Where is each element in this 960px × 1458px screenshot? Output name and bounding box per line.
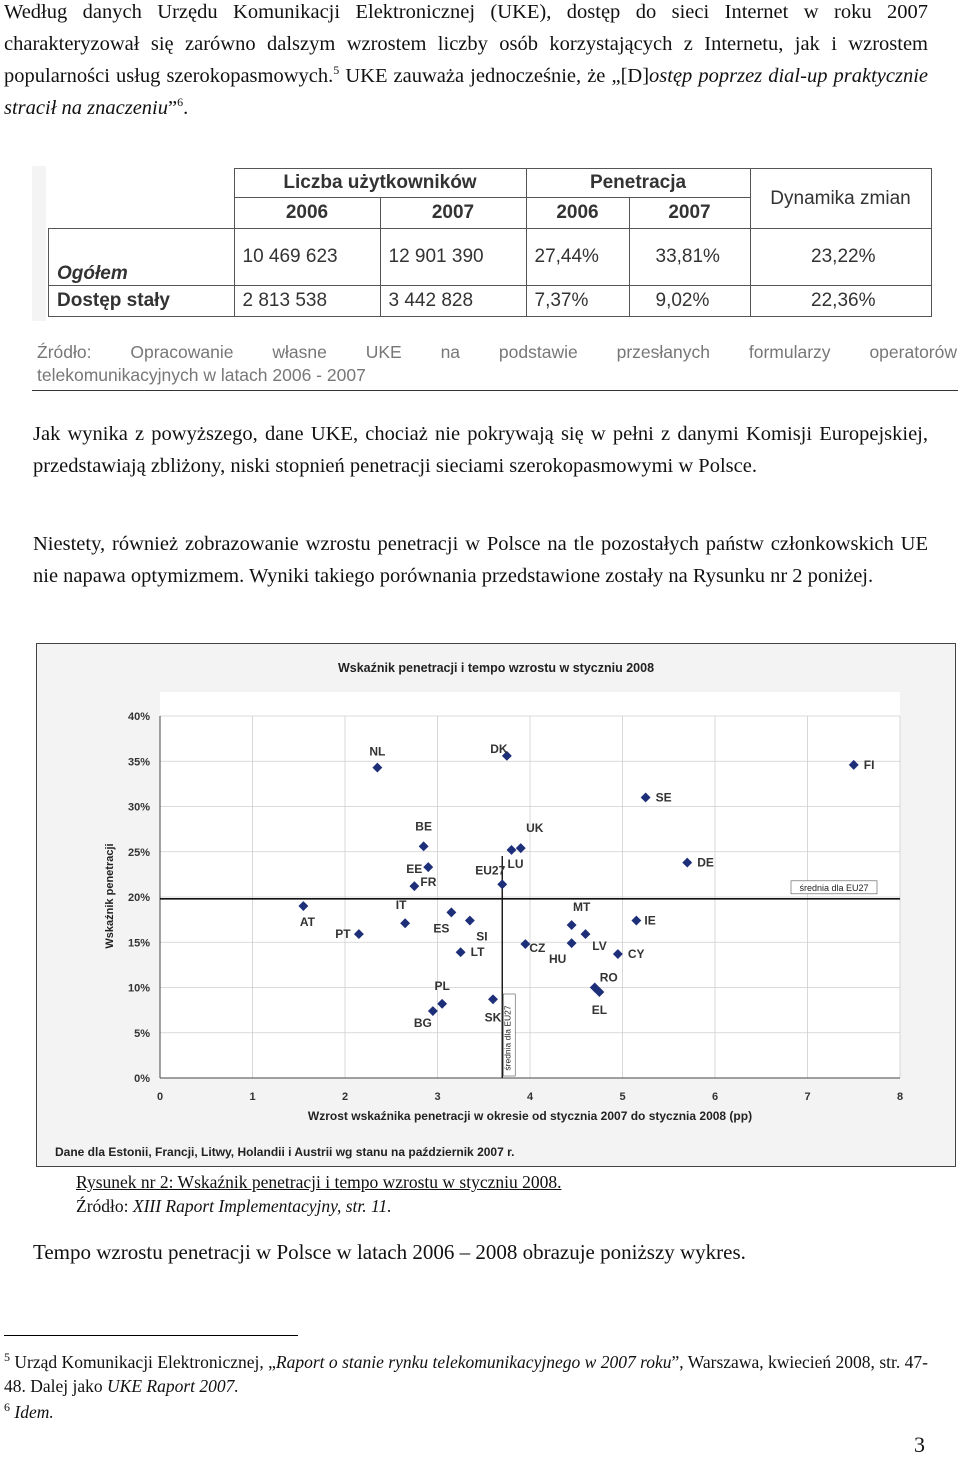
point-label-bg: BG (413, 1016, 432, 1031)
point-label-cy: CY (627, 947, 645, 962)
x-tick-label: 1 (249, 1091, 256, 1103)
point-label-ee: EE (406, 862, 423, 877)
footnote-ref-6[interactable]: 6 (177, 95, 184, 110)
point-label-hu: HU (548, 952, 567, 967)
cell-fixed-dynamics: 22,36% (750, 286, 931, 317)
page-number: 3 (914, 1432, 925, 1457)
point-label-uk: UK (526, 821, 544, 836)
intro-quote: ostęp poprzez dial-up praktycznie stracił na znaczeniu (4, 65, 928, 119)
point-label-ro: RO (599, 970, 618, 985)
x-tick-labels (157, 1091, 903, 1103)
table-source-line2: telekomunikacyjnych w latach 2006 - 2007 (37, 365, 366, 385)
fn5-text-a: Urząd Komunikacji Elektronicznej, „ (10, 1352, 276, 1372)
cell-total-pen-2006: 27,44% (526, 229, 629, 286)
year-pen-2007: 2007 (629, 198, 750, 229)
x-tick-label: 7 (804, 1091, 811, 1103)
intro-text: Według danych Urzędu Komunikacji Elektronicznej (UKE), dostęp do sieci Internet w roku 2007 charakteryzował się zarówno dalszym wzrostem liczby osób korzystających z Internetu, jak i wzrostem popularności usług szerokopasmowych. (4, 1, 928, 87)
x-tick-label: 6 (711, 1091, 719, 1103)
chart-title: Wskaźnik penetracji i tempo wzrostu w styczniu 2008 (337, 661, 655, 675)
cell-fixed-pen-2006: 7,37% (526, 286, 629, 317)
header-dynamics: Dynamika zmian (750, 169, 931, 229)
point-label-sk: SK (484, 1010, 502, 1025)
point-label-de: DE (697, 855, 714, 870)
quote-close: ” (168, 97, 178, 119)
year-users-2007: 2007 (380, 198, 526, 229)
point-label-ie: IE (644, 913, 656, 928)
point-label-at: AT (299, 915, 315, 930)
point-label-el: EL (591, 1003, 608, 1018)
y-axis-label: Wskaźnik penetracji (104, 843, 116, 949)
footnote-ref-5[interactable]: 5 (333, 63, 340, 78)
period: . (183, 97, 189, 119)
point-label-dk: DK (490, 741, 508, 756)
chart-note: Dane dla Estonii, Francji, Litwy, Holandii i Austrii wg stanu na październik 2007 r. (55, 1145, 515, 1159)
paragraph-growth-rate: Tempo wzrostu penetracji w Polsce w latach 2006 – 2008 obrazuje poniższy wykres. (33, 1240, 746, 1264)
cell-fixed-users-2006: 2 813 538 (234, 286, 380, 317)
fn5-report-title: Raport o stanie rynku telekomunikacyjnego w 2007 roku (275, 1352, 672, 1372)
uke-table (48, 168, 932, 317)
y-tick-label: 30% (127, 801, 150, 814)
intro-text-b: UKE zauważa jednocześnie, że „[D] (339, 65, 650, 87)
avg-h-label: średnia dla EU27 (799, 882, 869, 893)
y-tick-label: 0% (134, 1073, 150, 1085)
scatter-chart (37, 644, 955, 1166)
y-tick-label: 35% (127, 756, 150, 769)
point-label-eu27: EU27 (475, 863, 506, 878)
intro-paragraph (4, 0, 928, 124)
penetration-chart-figure (36, 643, 956, 1167)
point-label-lu: LU (507, 856, 524, 871)
x-tick-label: 4 (526, 1091, 534, 1103)
cell-total-pen-2007: 33,81% (629, 229, 750, 286)
x-tick-label: 0 (156, 1091, 164, 1103)
figure-caption: Rysunek nr 2: Wskaźnik penetracji i tempo wzrostu w styczniu 2008. (76, 1172, 562, 1192)
table-left-margin (32, 166, 46, 321)
point-label-mt: MT (572, 900, 591, 915)
y-tick-label: 5% (134, 1027, 150, 1040)
point-label-es: ES (433, 921, 450, 936)
x-tick-label: 3 (434, 1091, 441, 1103)
point-label-cz: CZ (529, 941, 546, 956)
y-tick-label: 15% (127, 937, 150, 950)
point-label-se: SE (655, 790, 672, 805)
cell-total-users-2006: 10 469 623 (234, 229, 380, 286)
footnote-separator (4, 1335, 298, 1336)
uke-table-figure (32, 166, 958, 392)
fn5-text-c: ”, Warszawa, kwiecień 2008, str. 47-48. Dalej jako (4, 1352, 928, 1396)
point-label-nl: NL (369, 744, 386, 759)
source-title: XIII Raport Implementacyjny, str. 11. (132, 1196, 392, 1216)
point-label-lv: LV (592, 939, 607, 954)
x-tick-label: 8 (896, 1091, 904, 1103)
x-tick-label: 5 (619, 1091, 626, 1103)
footnote-5 (4, 1350, 928, 1398)
x-tick-label: 2 (341, 1091, 349, 1103)
point-label-lt: LT (470, 945, 485, 960)
point-label-pl: PL (434, 978, 450, 993)
y-tick-label: 20% (127, 892, 150, 904)
avg-v-label: średnia dla EU27 (502, 1005, 513, 1071)
cell-total-users-2007: 12 901 390 (380, 229, 526, 286)
y-tick-label: 10% (127, 982, 150, 995)
row-label-total: Ogółem (49, 229, 235, 286)
y-tick-label: 25% (127, 846, 150, 859)
year-users-2006: 2006 (234, 198, 380, 229)
point-label-pt: PT (335, 927, 351, 942)
paragraph-eu-comparison: Niestety, również zobrazowanie wzrostu penetracji w Polsce na tle pozostałych państw członkowskich UE nie napawa optymizmem. Wyniki takiego porównania przedstawione zostały na Rysunku nr 2 poniżej. (33, 533, 928, 587)
cell-fixed-pen-2007: 9,02% (629, 286, 750, 317)
source-label: Źródło: (76, 1196, 133, 1216)
fn6-text: Idem. (14, 1402, 54, 1422)
y-tick-labels (128, 711, 150, 1085)
year-pen-2006: 2006 (526, 198, 629, 229)
point-label-be: BE (415, 819, 432, 834)
x-axis-label: Wzrost wskaźnika penetracji w okresie od stycznia 2007 do stycznia 2008 (pp) (307, 1109, 753, 1123)
fn5-short-name: UKE Raport 2007. (107, 1376, 239, 1396)
point-label-fr: FR (420, 875, 437, 890)
footnote-6 (4, 1400, 928, 1424)
footnote-number-5: 5 (4, 1350, 10, 1365)
header-users: Liczba użytkowników (234, 169, 526, 198)
point-label-fi: FI (863, 757, 875, 772)
table-source-line1: Źródło: Opracowanie własne UKE na podstawie przesłanych formularzy operatorów (37, 342, 957, 362)
row-label-fixed: Dostęp stały (49, 286, 235, 317)
cell-total-dynamics: 23,22% (750, 229, 931, 286)
figure-source (76, 1196, 392, 1217)
cell-fixed-users-2007: 3 442 828 (380, 286, 526, 317)
y-tick-label: 40% (127, 711, 150, 723)
paragraph-comparison: Jak wynika z powyższego, dane UKE, chociaż nie pokrywają się w pełni z danymi Komisji Europejskiej, przedstawiają zbliżony, niski stopnień penetracji sieciami szerokopasmowymi w Polsce. (33, 423, 928, 477)
table-divider (32, 390, 958, 391)
table-corner (49, 169, 235, 229)
point-label-it: IT (395, 898, 407, 913)
header-penetration: Penetracja (526, 169, 750, 198)
footnote-number-6: 6 (4, 1400, 10, 1415)
point-label-si: SI (476, 929, 488, 944)
